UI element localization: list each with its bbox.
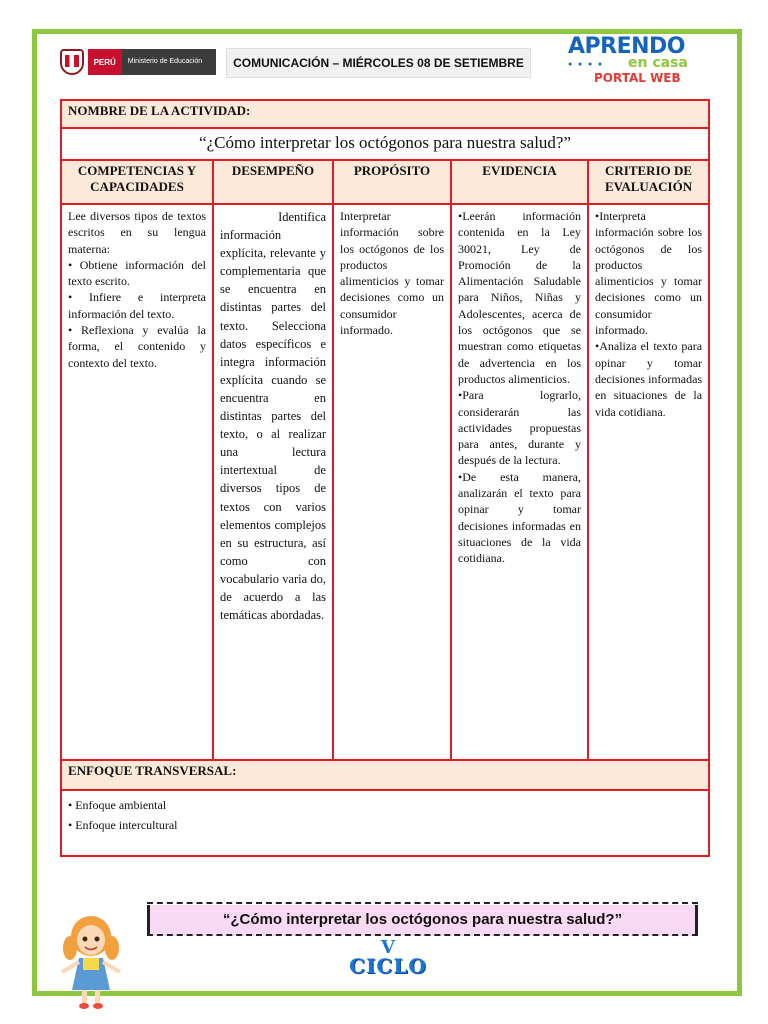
enfoque-label: ENFOQUE TRANSVERSAL: <box>61 760 709 790</box>
criterio-item: •Interpreta información sobre los octógonos de los productos alimenticios y tomar decisiones como un consumidor informado. <box>595 209 703 338</box>
header-proposito: PROPÓSITO <box>333 160 451 204</box>
capacidad-item: • Infiere e interpreta información del texto. <box>68 290 206 321</box>
header-competencias: COMPETENCIAS Y CAPACIDADES <box>61 160 213 204</box>
capacidad-item: • Reflexiona y evalúa la forma, el contenido y contexto del texto. <box>68 323 206 370</box>
cell-evidencia <box>451 204 588 760</box>
cell-competencias <box>61 204 213 760</box>
aprendo-en-casa-logo <box>568 36 716 92</box>
capacidad-item: • Obtiene información del texto escrito. <box>68 257 206 289</box>
brand-aprendo: APRENDO <box>568 34 685 59</box>
header-desempeno: DESEMPEÑO <box>213 160 333 204</box>
cycle-label: CICLO <box>349 954 427 978</box>
brand-encasa: en casa <box>628 55 688 71</box>
cell-proposito: Interpretar información sobre los octógonos de los productos alimenticios y tomar decisiones como un consumidor informado. <box>333 204 451 760</box>
competencia-intro: Lee diversos tipos de textos escritos en su lengua materna: <box>68 209 206 256</box>
footer-activity-banner: “¿Cómo interpretar los octógonos para nuestra salud?” <box>147 905 698 936</box>
enfoque-item: • Enfoque intercultural <box>68 818 178 832</box>
cell-desempeno: Identifica información explícita, relevante y complementaria que se encuentra en distintas partes del texto. Selecciona datos específicos e integra información explícita cuando se encuentra en distintas partes del texto, o al realizar una lectura intertextual de diversos tipos de textos con varios elementos complejos en su estructura, así como con vocabulario varia do, de acuerdo a las temáticas abordadas. <box>213 204 333 760</box>
girl-illustration-icon <box>52 908 130 1012</box>
brand-portal: PORTAL WEB <box>594 71 681 85</box>
ministry-logo <box>60 45 216 79</box>
cell-criterio <box>588 204 709 760</box>
evidencia-item: •De esta manera, analizarán el texto para opinar y tomar decisiones informadas en situaciones de la vida cotidiana. <box>458 469 581 566</box>
header-evidencia: EVIDENCIA <box>451 160 588 204</box>
cycle-number: V <box>381 937 395 958</box>
enfoque-list <box>61 790 709 856</box>
activity-title: “¿Cómo interpretar los octógonos para nuestra salud?” <box>61 128 709 160</box>
header-criterio: CRITERIO DE EVALUACIÓN <box>588 160 709 204</box>
activity-table <box>60 99 710 857</box>
evidencia-item: •Para lograrlo, considerarán las actividades propuestas para antes, durante y después de la lectura. <box>458 388 581 468</box>
logo-ministry: Ministerio de Educación <box>122 49 216 75</box>
evidencia-item: •Leerán información contenida en la Ley 30021, Ley de Promoción de la Alimentación Saludable para Niños, Niñas y Adolescentes, acerca de los octógonos que se muestran como etiquetas de advertencia en los productos alimenticios. <box>458 209 581 386</box>
logo-country: PERÚ <box>88 49 122 75</box>
enfoque-item: • Enfoque ambiental <box>68 798 167 812</box>
coat-of-arms-icon <box>60 49 84 75</box>
activity-name-label: NOMBRE DE LA ACTIVIDAD: <box>61 100 709 128</box>
cycle-badge <box>336 937 440 978</box>
criterio-item: •Analiza el texto para opinar y tomar decisiones informadas en situaciones de la vida cotidiana. <box>595 339 703 419</box>
page-title: COMUNICACIÓN – MIÉRCOLES 08 DE SETIEMBRE <box>226 48 531 78</box>
brand-dots-icon: ● ● ● ● <box>568 60 605 68</box>
